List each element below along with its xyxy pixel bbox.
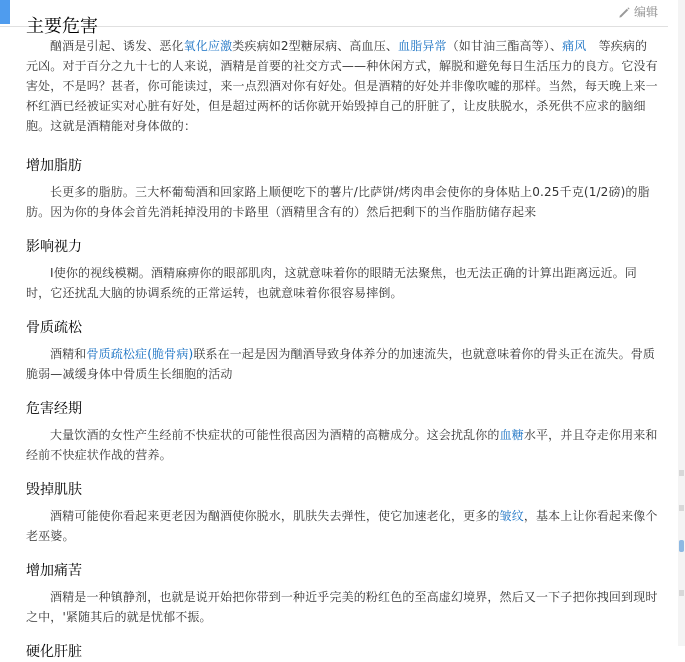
section-header — [0, 0, 668, 37]
edit-label: 编辑 — [633, 5, 658, 19]
paragraph-pain — [26, 587, 658, 627]
link-oxidative-stress[interactable]: 氧化应激 — [183, 39, 233, 53]
paragraph-text: 酒精是一种镇静剂，也就是说开始把你带到一种近乎完美的粉红色的至高虚幻境界，然后又一下子把你拽回到现时之中，'紧随其后的就是忧郁不振。 — [26, 590, 658, 624]
scrollbar-thumb[interactable] — [679, 540, 684, 552]
subheading-skin: 毁掉肌肤 — [26, 482, 82, 498]
header-accent-bar — [0, 0, 10, 24]
paragraph-text: 水平，并且夺走你用来和经前不快症状作战的营养。 — [26, 428, 658, 462]
subheading-liver: 硬化肝脏 — [26, 644, 82, 660]
link-gout[interactable]: 痛风 — [562, 39, 587, 53]
paragraph-text: ，基本上让你看起来像个老巫婆。 — [26, 509, 658, 543]
paragraph-vision — [26, 263, 658, 303]
subheading-pain: 增加痛苦 — [26, 563, 82, 579]
paragraph-text: I使你的视线模糊。酒精麻痹你的眼部肌肉，这就意味着你的眼睛无法聚焦，也无法正确的计算出距离远近。同时，它还扰乱大脑的协调系统的正常运转，也就意味着你很容易摔倒。 — [26, 266, 637, 300]
scrollbar-track[interactable] — [678, 0, 685, 646]
intro-text: 类疾病如2型糖尿病、高血压、 — [232, 39, 399, 53]
link-wrinkles[interactable]: 皱纹 — [499, 509, 524, 523]
paragraph-text: 大量饮酒的女性产生经前不快症状的可能性很高因为酒精的高糖成分。这会扰乱你的 — [50, 428, 500, 442]
scrollbar-marker — [679, 470, 684, 476]
paragraph-text: 长更多的脂肪。三大杯葡萄酒和回家路上顺便吃下的薯片/比萨饼/烤肉串会使你的身体贴上0.25千克(1/2磅)的脂肪。因为你的身体会首先消耗掉没用的卡路里（酒精里含有的）然后把剩下的当作脂肪储存起来 — [26, 185, 650, 219]
link-dyslipidemia[interactable]: 血脂异常 — [398, 39, 447, 53]
paragraph-text: 酒精和 — [50, 347, 87, 361]
paragraph-text: 酒精可能使你看起来更老因为酗酒使你脱水，肌肤失去弹性，使它加速老化，更多的 — [50, 509, 500, 523]
pencil-icon — [618, 6, 631, 19]
intro-paragraph — [26, 36, 658, 136]
subheading-fat: 增加脂肪 — [26, 158, 82, 174]
paragraph-osteoporosis — [26, 344, 658, 384]
intro-text: （如甘油三酯高等）、 — [446, 39, 563, 53]
subheading-vision: 影响视力 — [26, 239, 82, 255]
edit-link[interactable] — [618, 4, 658, 20]
paragraph-menstruation — [26, 425, 658, 465]
paragraph-skin — [26, 506, 658, 546]
link-blood-sugar[interactable]: 血糖 — [499, 428, 524, 442]
article-body — [26, 36, 658, 662]
scrollbar-marker — [679, 505, 684, 511]
subheading-osteoporosis: 骨质疏松 — [26, 320, 82, 336]
intro-text: 等疾病的元凶。对于百分之九十七的人来说，酒精是首要的社交方式——种休闲方式，解脱和避免每日生活压力的良方。它没有害处，不是吗？甚者，你可能读过，来一点烈酒对你有好处。但是酒精的好处并非像吹嘘的那样。当然，每天晚上来一杯红酒已经被证实对心脏有好处，但是超过两杯的话你就开始毁掉自己的肝脏了，让皮肤脱水，杀死供不应求的脑细胞。这就是酒精能对身体做的： — [26, 39, 658, 133]
subheading-menstruation: 危害经期 — [26, 401, 82, 417]
paragraph-fat — [26, 182, 658, 222]
link-osteoporosis[interactable]: 骨质疏松症(脆骨病) — [86, 347, 194, 361]
section-title: 主要危害 — [26, 15, 98, 37]
paragraph-text: 联系在一起是因为酗酒导致身体养分的加速流失，也就意味着你的骨头正在流失。骨质脆弱—减缓身体中骨质生长细胞的活动 — [26, 347, 656, 381]
intro-text: 酗酒是引起、诱发、恶化 — [50, 39, 184, 53]
scrollbar-marker — [679, 590, 684, 596]
